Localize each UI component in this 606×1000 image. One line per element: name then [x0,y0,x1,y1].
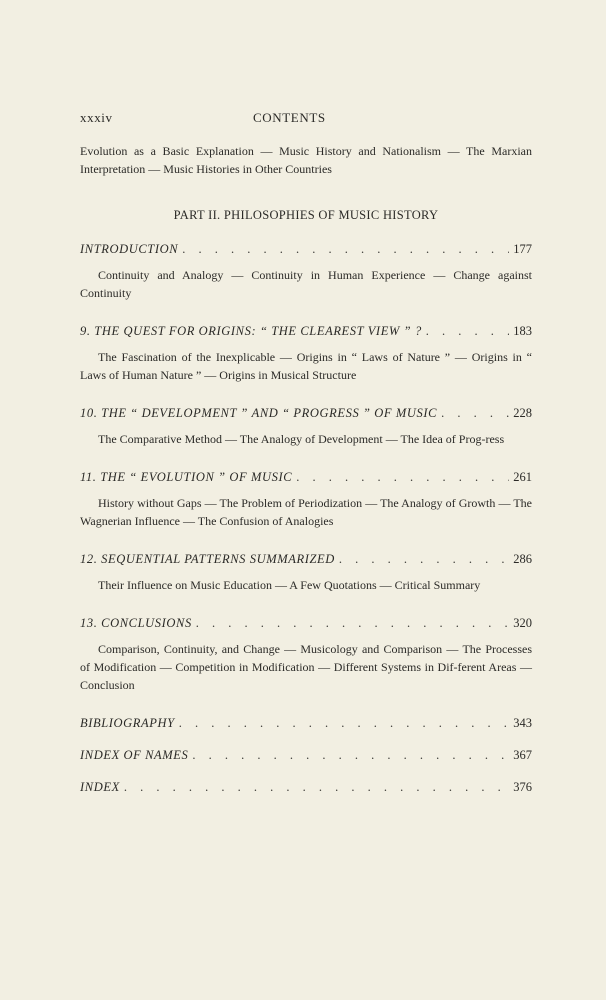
entry-page-number: 228 [513,406,532,420]
entry-page-number: 261 [513,470,532,484]
dot-leader [296,468,509,486]
entry-title: 12. SEQUENTIAL PATTERNS SUMMARIZED [80,552,335,566]
entry-page-number: 343 [513,716,532,730]
running-head [80,110,532,126]
toc-entry-introduction[interactable] [80,240,532,302]
dot-leader [339,550,509,568]
entry-title: 9. THE QUEST FOR ORIGINS: “ THE CLEAREST VIEW ” ? [80,324,422,338]
contents-page [80,110,532,810]
entry-description: Continuity and Analogy — Continuity in Human Experience — Change against Continuity [80,268,532,300]
toc-entry-chapter-13[interactable] [80,614,532,694]
entry-page-number: 177 [513,242,532,256]
entry-title: 10. THE “ DEVELOPMENT ” AND “ PROGRESS ” OF MUSIC [80,406,438,420]
carryover-description: Evolution as a Basic Explanation — Music History and Nationalism — The Marxian Interpretation — Music Histories in Other Countries [80,144,532,176]
toc-entry-bibliography[interactable] [80,714,532,732]
entry-page-number: 183 [513,324,532,338]
toc-entry-chapter-10[interactable] [80,404,532,448]
dot-leader [196,614,509,632]
entry-description: Their Influence on Music Education — A Few Quotations — Critical Summary [98,578,481,592]
dot-leader [192,746,509,764]
entry-title: INDEX [80,780,120,794]
entry-description: Comparison, Continuity, and Change — Musicology and Comparison — The Processes of Modification — Competition in Modification — Different Systems in Dif-ferent Areas — Conclusion [80,642,532,692]
entry-description: The Fascination of the Inexplicable — Origins in “ Laws of Nature ” — Origins in “ Laws of Human Nature ” — Origins in Musical Structure [80,350,532,382]
dot-leader [124,778,509,796]
toc-entry-index-of-names[interactable] [80,746,532,764]
running-title: CONTENTS [253,110,326,125]
toc-entry-chapter-9[interactable] [80,322,532,384]
entry-description: History without Gaps — The Problem of Periodization — The Analogy of Growth — The Wagnerian Influence — The Confusion of Analogies [80,496,532,528]
dot-leader [182,240,509,258]
entry-title: BIBLIOGRAPHY [80,716,175,730]
entry-page-number: 376 [513,780,532,794]
toc-entry-index[interactable] [80,778,532,796]
entry-page-number: 286 [513,552,532,566]
entry-description: The Comparative Method — The Analogy of Development — The Idea of Prog-ress [98,432,505,446]
entry-title: INTRODUCTION [80,242,179,256]
toc-entry-chapter-11[interactable] [80,468,532,530]
part-heading: PART II. PHILOSOPHIES OF MUSIC HISTORY [173,208,439,222]
entry-title: 11. THE “ EVOLUTION ” OF MUSIC [80,470,293,484]
entry-page-number: 320 [513,616,532,630]
entry-title: 13. CONCLUSIONS [80,616,192,630]
entry-title: INDEX OF NAMES [80,748,189,762]
dot-leader [426,322,509,340]
dot-leader [441,404,509,422]
entry-page-number: 367 [513,748,532,762]
toc-entry-chapter-12[interactable] [80,550,532,594]
dot-leader [179,714,510,732]
page-folio: xxxiv [80,110,113,125]
